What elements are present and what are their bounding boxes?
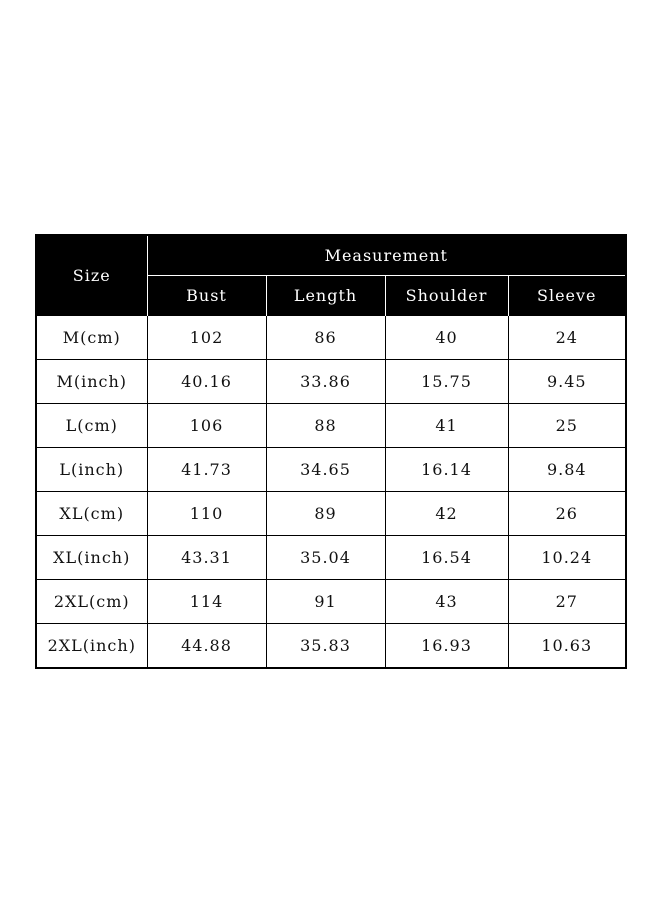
table-row [36, 492, 626, 536]
bust-cell: 102 [147, 316, 266, 360]
table-body [36, 316, 626, 669]
shoulder-cell: 41 [385, 404, 508, 448]
sleeve-cell: 10.63 [508, 624, 626, 669]
shoulder-cell: 42 [385, 492, 508, 536]
sleeve-cell: 25 [508, 404, 626, 448]
header-bust: Bust [147, 276, 266, 316]
bust-cell: 114 [147, 580, 266, 624]
sleeve-cell: 9.45 [508, 360, 626, 404]
header-length: Length [266, 276, 385, 316]
bust-cell: 110 [147, 492, 266, 536]
length-cell: 35.83 [266, 624, 385, 669]
header-shoulder: Shoulder [385, 276, 508, 316]
sleeve-cell: 10.24 [508, 536, 626, 580]
table-row [36, 316, 626, 360]
size-cell: L(inch) [36, 448, 147, 492]
length-cell: 35.04 [266, 536, 385, 580]
header-size: Size [36, 235, 147, 316]
length-cell: 89 [266, 492, 385, 536]
size-cell: XL(cm) [36, 492, 147, 536]
sleeve-cell: 24 [508, 316, 626, 360]
sleeve-cell: 27 [508, 580, 626, 624]
bust-cell: 43.31 [147, 536, 266, 580]
sleeve-cell: 26 [508, 492, 626, 536]
length-cell: 34.65 [266, 448, 385, 492]
table-row [36, 536, 626, 580]
size-cell: 2XL(cm) [36, 580, 147, 624]
shoulder-cell: 16.14 [385, 448, 508, 492]
length-cell: 88 [266, 404, 385, 448]
header-measurement: Measurement [147, 235, 626, 276]
bust-cell: 40.16 [147, 360, 266, 404]
header-sleeve: Sleeve [508, 276, 626, 316]
table-header [36, 235, 626, 316]
size-cell: M(cm) [36, 316, 147, 360]
table-row [36, 360, 626, 404]
length-cell: 33.86 [266, 360, 385, 404]
length-cell: 91 [266, 580, 385, 624]
size-cell: L(cm) [36, 404, 147, 448]
shoulder-cell: 16.93 [385, 624, 508, 669]
size-cell: M(inch) [36, 360, 147, 404]
sleeve-cell: 9.84 [508, 448, 626, 492]
table-row [36, 624, 626, 669]
bust-cell: 44.88 [147, 624, 266, 669]
shoulder-cell: 43 [385, 580, 508, 624]
shoulder-cell: 15.75 [385, 360, 508, 404]
size-chart-table [35, 234, 627, 669]
table-row [36, 580, 626, 624]
size-cell: 2XL(inch) [36, 624, 147, 669]
table-row [36, 448, 626, 492]
length-cell: 86 [266, 316, 385, 360]
size-cell: XL(inch) [36, 536, 147, 580]
shoulder-cell: 16.54 [385, 536, 508, 580]
shoulder-cell: 40 [385, 316, 508, 360]
bust-cell: 41.73 [147, 448, 266, 492]
bust-cell: 106 [147, 404, 266, 448]
table-row [36, 404, 626, 448]
